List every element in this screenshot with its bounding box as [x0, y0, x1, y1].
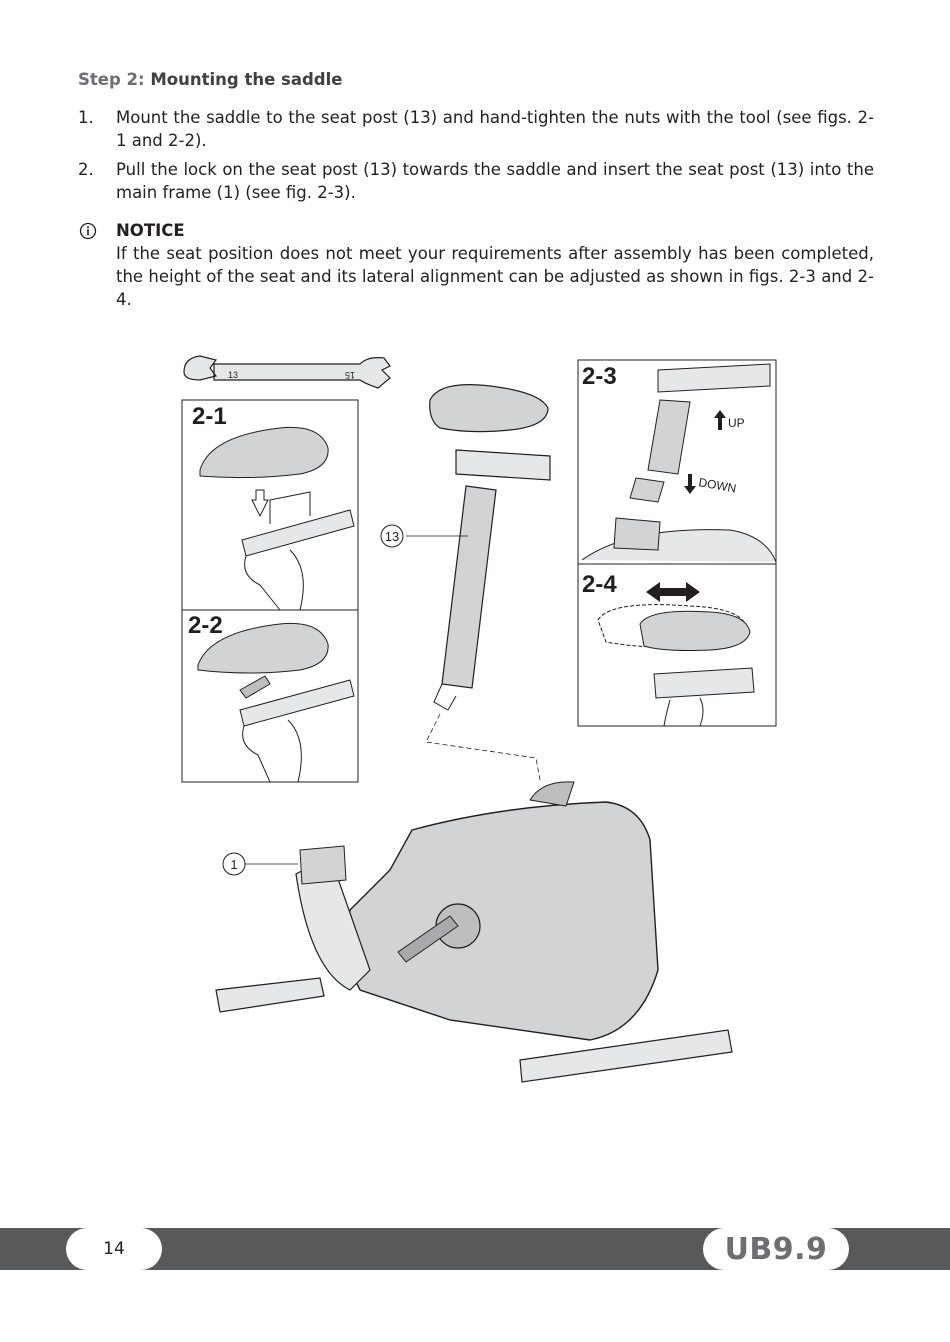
- list-item-text: Pull the lock on the seat post (13) towards the saddle and insert the seat post (13) into the main frame (1) (see fig. 2-3).: [116, 160, 874, 202]
- info-icon: [78, 221, 98, 241]
- panel-label: 2-4: [582, 571, 617, 598]
- panel-label: 2-3: [582, 363, 617, 390]
- list-item-number: 1.: [78, 108, 94, 127]
- panel-2-3: [578, 360, 776, 564]
- notice-text: If the seat position does not meet your requirements after assembly has been completed, the height of the seat and its lateral alignment can be adjusted as shown in figs. 2-3 and 2-4.: [116, 244, 874, 309]
- panel-2-2: [182, 610, 358, 782]
- list-item: [78, 106, 874, 152]
- list-item-number: 2.: [78, 160, 94, 179]
- down-label: DOWN: [697, 475, 738, 496]
- instruction-list: [78, 106, 874, 210]
- up-label: UP: [728, 416, 745, 430]
- notice-block: [78, 219, 874, 311]
- step-title: Mounting the saddle: [150, 70, 343, 89]
- callout-13: 13: [384, 529, 400, 544]
- panel-label: 2-1: [192, 403, 227, 430]
- assembly-illustration: [170, 350, 790, 1110]
- panel-2-1: [182, 400, 358, 610]
- model-badge: UB9.9: [703, 1228, 849, 1270]
- wrench-tool: [184, 356, 390, 388]
- seat-post-assembly: [381, 385, 550, 780]
- main-frame: [216, 782, 732, 1082]
- wrench-label: 15: [344, 370, 355, 380]
- wrench-label: 13: [228, 370, 239, 380]
- list-item-text: Mount the saddle to the seat post (13) and hand-tighten the nuts with the tool (see figs. 2-1 and 2-2).: [116, 108, 874, 150]
- panel-label: 2-2: [188, 612, 223, 639]
- panel-2-4: [578, 564, 776, 726]
- page-number: 14: [66, 1228, 162, 1270]
- list-item: [78, 158, 874, 204]
- notice-title: NOTICE: [116, 221, 185, 240]
- section-heading: [78, 70, 342, 89]
- step-label: Step 2:: [78, 70, 145, 89]
- callout-1: 1: [230, 857, 238, 872]
